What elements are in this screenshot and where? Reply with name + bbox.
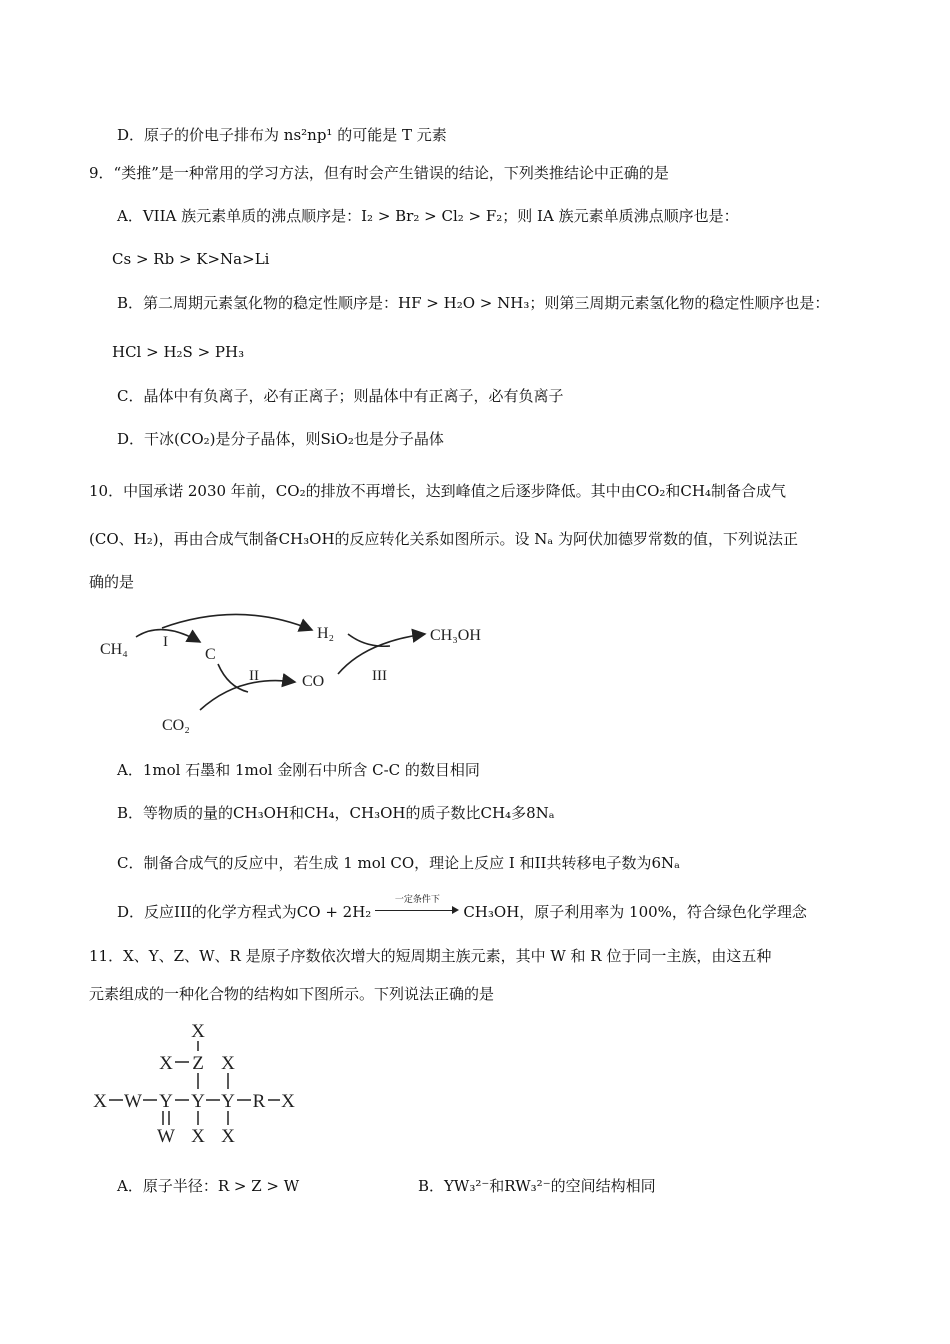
diagram-c: C [205,646,216,663]
atom-y1: Y [159,1091,173,1112]
condition-label: 一定条件下 [394,895,440,905]
atom-w-left: W [124,1091,142,1112]
diagram-label-ii: II [249,668,259,684]
q11-option-a: A．原子半径：R > Z > W [117,1177,300,1195]
q9-option-d: D．干冰(CO₂)是分子晶体，则SiO₂也是分子晶体 [117,430,444,448]
q11-stem-line1: 11．X、Y、Z、W、R 是原子序数依次增大的短周期主族元素，其中 W 和 R 位于同一主族，由这五种 [89,947,772,965]
arrow-co2-to-co [200,681,295,710]
diagram-ch3oh: CH₃OH [430,627,481,644]
q10-option-c: C．制备合成气的反应中，若生成 1 mol CO，理论上反应 I 和II共转移电子数为6Nₐ [117,854,680,872]
q9-option-b-line1: B．第二周期元素氢化物的稳定性顺序是：HF > H₂O > NH₃；则第三周期元素氢化物的稳定性顺序也是： [117,294,830,312]
q10-stem-line3: 确的是 [89,573,135,591]
atom-x-z-left: X [159,1053,173,1074]
diagram-label-iii: III [372,668,387,684]
q9-stem: 9．“类推”是一种常用的学习方法，但有时会产生错误的结论，下列类推结论中正确的是 [89,164,669,182]
q10-option-d-post: CH₃OH，原子利用率为 100%，符合绿色化学理念 [463,903,807,921]
q11-stem-line2: 元素组成的一种化合物的结构如下图所示。下列说法正确的是 [89,985,495,1003]
q10-option-d [117,895,807,922]
atom-w-bottom: W [157,1126,175,1147]
arrow-ch4-to-h2 [162,614,312,630]
atom-x-right: X [281,1091,295,1112]
reaction-diagram [90,612,510,742]
atom-r: R [252,1091,266,1112]
q10-option-b: B．等物质的量的CH₃OH和CH₄，CH₃OH的质子数比CH₄多8Nₐ [117,804,555,822]
q8-option-d: D．原子的价电子排布为 ns²np¹ 的可能是 T 元素 [117,126,447,144]
atom-x-bottom-right: X [221,1126,235,1147]
atom-x-top: X [191,1021,205,1042]
diagram-co: CO [302,673,325,690]
atom-z: Z [192,1053,204,1074]
atom-x-bottom-mid: X [191,1126,205,1147]
arrow-ch4-to-c [136,630,200,642]
q10-stem-line2: (CO、H₂)，再由合成气制备CH₃OH的反应转化关系如图所示。设 Nₐ 为阿伏加德罗常数的值，下列说法正 [89,530,798,548]
q9-option-b-line2: HCl > H₂S > PH₃ [112,343,245,361]
q9-option-a-line1: A．VIIA 族元素单质的沸点顺序是：I₂ > Br₂ > Cl₂ > F₂；则 IA 族元素单质沸点顺序也是： [117,207,739,225]
q10-stem-line1: 10．中国承诺 2030 年前，CO₂的排放不再增长，达到峰值之后逐步降低。其中由CO₂和CH₄制备合成气 [89,482,786,500]
arrow-c-branch [218,664,248,692]
q11-option-b: B．YW₃²⁻和RW₃²⁻的空间结构相同 [418,1177,656,1195]
reaction-condition-arrow [375,895,459,917]
diagram-h2: H₂ [317,625,335,642]
diagram-label-i: I [163,634,168,650]
atom-x-left: X [93,1091,107,1112]
atom-x-top-right: X [221,1053,235,1074]
q10-option-a: A．1mol 石墨和 1mol 金刚石中所含 C-C 的数目相同 [117,761,480,779]
diagram-ch4: CH₄ [100,641,128,658]
q10-option-d-pre: D．反应III的化学方程式为CO + 2H₂ [117,903,372,921]
q9-option-c: C．晶体中有负离子，必有正离子；则晶体中有正离子，必有负离子 [117,387,564,405]
structure-diagram [88,1014,318,1150]
atom-y3: Y [221,1091,235,1112]
q9-option-a-line2: Cs > Rb > K>Na>Li [112,250,270,268]
diagram-co2: CO₂ [162,717,190,734]
atom-y2: Y [191,1091,205,1112]
